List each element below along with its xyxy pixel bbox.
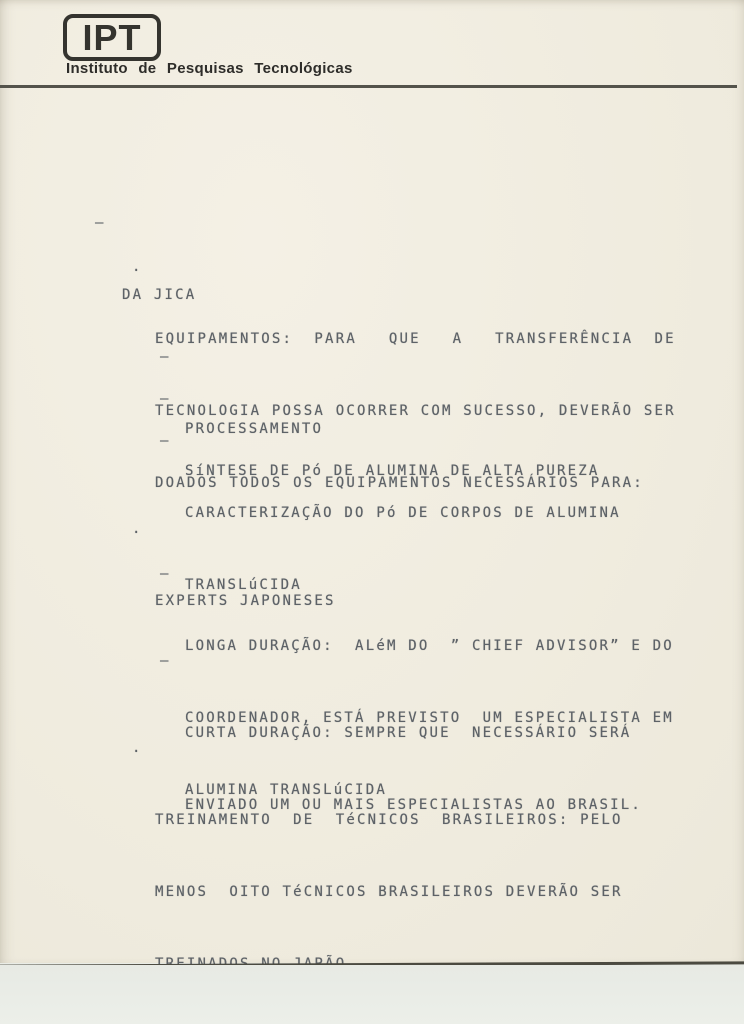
typewritten-line: EQUIPAMENTOS: PARA QUE A TRANSFERÊNCIA DE xyxy=(155,331,676,347)
typewritten-line: DA JICA xyxy=(122,287,197,303)
typewritten-line: TECNOLOGIA POSSA OCORRER COM SUCESSO, DEVERÃO SER xyxy=(155,403,676,419)
organization-name: Instituto de Pesquisas Tecnológicas xyxy=(66,60,353,77)
typewritten-line: COORDENADOR, ESTÁ PREVISTO UM ESPECIALISTA EM xyxy=(185,710,674,726)
typewritten-line: CARACTERIZAÇÃO DO Pó DE CORPOS DE ALUMINA xyxy=(185,505,621,521)
typewritten-line: SíNTESE DE Pó DE ALUMINA DE ALTA PUREZA xyxy=(185,463,600,479)
dot-bullet: . xyxy=(132,521,143,537)
scanner-background xyxy=(0,965,744,1024)
typewritten-line: DOADOS TODOS OS EQUIPAMENTOS NECESSÁRIOS PARA: xyxy=(155,475,644,491)
dot-bullet: . xyxy=(132,259,143,275)
dash-bullet: – xyxy=(160,349,171,365)
ipt-logo-text: IPT xyxy=(82,16,142,58)
dash-bullet: – xyxy=(160,391,171,407)
ipt-logo xyxy=(63,14,161,61)
typewritten-line: TRANSLúCIDA xyxy=(185,577,302,593)
dash-bullet: – xyxy=(95,215,106,231)
dot-bullet: . xyxy=(132,740,143,756)
typewritten-line: CURTA DURAÇÃO: SEMPRE QUE NECESSÁRIO SERÁ xyxy=(185,725,632,741)
typewritten-line: LONGA DURAÇÃO: ALéM DO ” CHIEF ADVISOR” E DO xyxy=(185,638,674,654)
dash-bullet: – xyxy=(160,653,171,669)
typewritten-line: MENOS OITO TéCNICOS BRASILEIROS DEVERÃO SER xyxy=(155,884,623,900)
dash-bullet: – xyxy=(160,566,171,582)
typewritten-line: EXPERTS JAPONESES xyxy=(155,593,336,609)
typewritten-line: TREINAMENTO DE TéCNICOS BRASILEIROS: PELO xyxy=(155,812,623,828)
header-divider xyxy=(0,85,737,88)
typewritten-line: PROCESSAMENTO xyxy=(185,421,324,437)
typewritten-line: ENVIADO UM OU MAIS ESPECIALISTAS AO BRASIL. xyxy=(185,797,643,813)
dash-bullet: – xyxy=(160,433,171,449)
typewritten-line: ALUMINA TRANSLúCIDA xyxy=(185,782,387,798)
